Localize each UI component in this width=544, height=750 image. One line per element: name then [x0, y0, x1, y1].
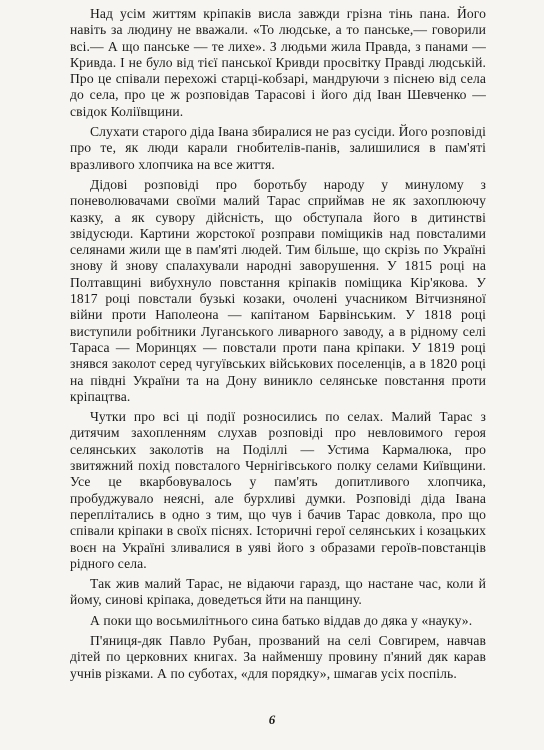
body-text [70, 6, 486, 686]
paragraph: А поки що восьмилітнього сина батько віддав до дяка у «науку». [90, 612, 473, 628]
paragraph: Чутки про всі ці події розносились по селах. Малий Тарас з дитячим захопленням слухав розповіді про невловимого героя селянських заколотів на Поділлі — Устима Кармалюка, про звитяжний похід повсталого Чернігівського полку селами Київщини. Усе це вкарбовувалось у пам'ять допитливого хлопчика, пробуджувало неясні, але бурхливі думки. Розповіді діда Івана переплітались в одно з тим, що чув і бачив Тарас довкола, про що співали кріпаки в своїх піснях. Історичні герої селянських і козацьких воєн на Україні зливалися в уяві його з образами героїв-повстанців рідного села. [70, 409, 486, 571]
page-number: 6 [268, 712, 276, 727]
paragraph: Слухати старого діда Івана збиралися не раз сусіди. Його розповіді про те, як люди карали гнобителів-панів, залишилися в пам'яті вразливого хлопчика на все життя. [70, 124, 486, 172]
paragraph: Над усім життям кріпаків висла завжди грізна тінь пана. Його навіть за людину не вважали. «То людське, а то панське,— говорили всі.— А що панське — те лихе». З людьми жила Правда, з панами — Кривда. І не було від тієї панської Кривди просвітку Правді людській. Про це співали перехожі старці-кобзарі, мандруючи з піснею від села до села, про це ж розповідав Тарасові і його дід Іван Шевченко — свідок Коліївщини. [70, 6, 486, 119]
paragraph: Так жив малий Тарас, не відаючи гаразд, що настане час, коли й йому, синові кріпака, доведеться йти на панщину. [70, 576, 486, 608]
paragraph: П'яниця-дяк Павло Рубан, прозваний на селі Совгирем, навчав дітей по церковних книгах. За найменшу провину п'яний дяк карав учнів різками. А по суботах, «для порядку», шмагав усіх поспіль. [70, 632, 486, 681]
paragraph: Дідові розповіді про боротьбу народу у минулому з поневолювачами своїми малий Тарас сприймав не як захоплюючу казку, а як сувору дійсність, що обступала його в дитинстві звідусюди. Картини жорстокої розправи поміщиків над повсталими селянами жили ще в пам'яті людей. Тим більше, що скрізь по Україні знову й знову спалахували народні заворушення. У 1815 році на Полтавщині вибухнуло повстання кріпаків поміщика Кір'якова. У 1817 році повстали бузькі козаки, очолені учасником Вітчизняної війни проти Наполеона — капітаном Барвінським. У 1818 році виступили робітники Луганського ливарного заводу, а в рідному селі Тараса — Моринцях — повстали проти пана кріпаки. У 1819 році знявся заколот серед чугуївських військових поселенців, а в 1820 році на півдні України та на Дону виникло селянське повстання проти кріпацтва. [70, 176, 486, 404]
